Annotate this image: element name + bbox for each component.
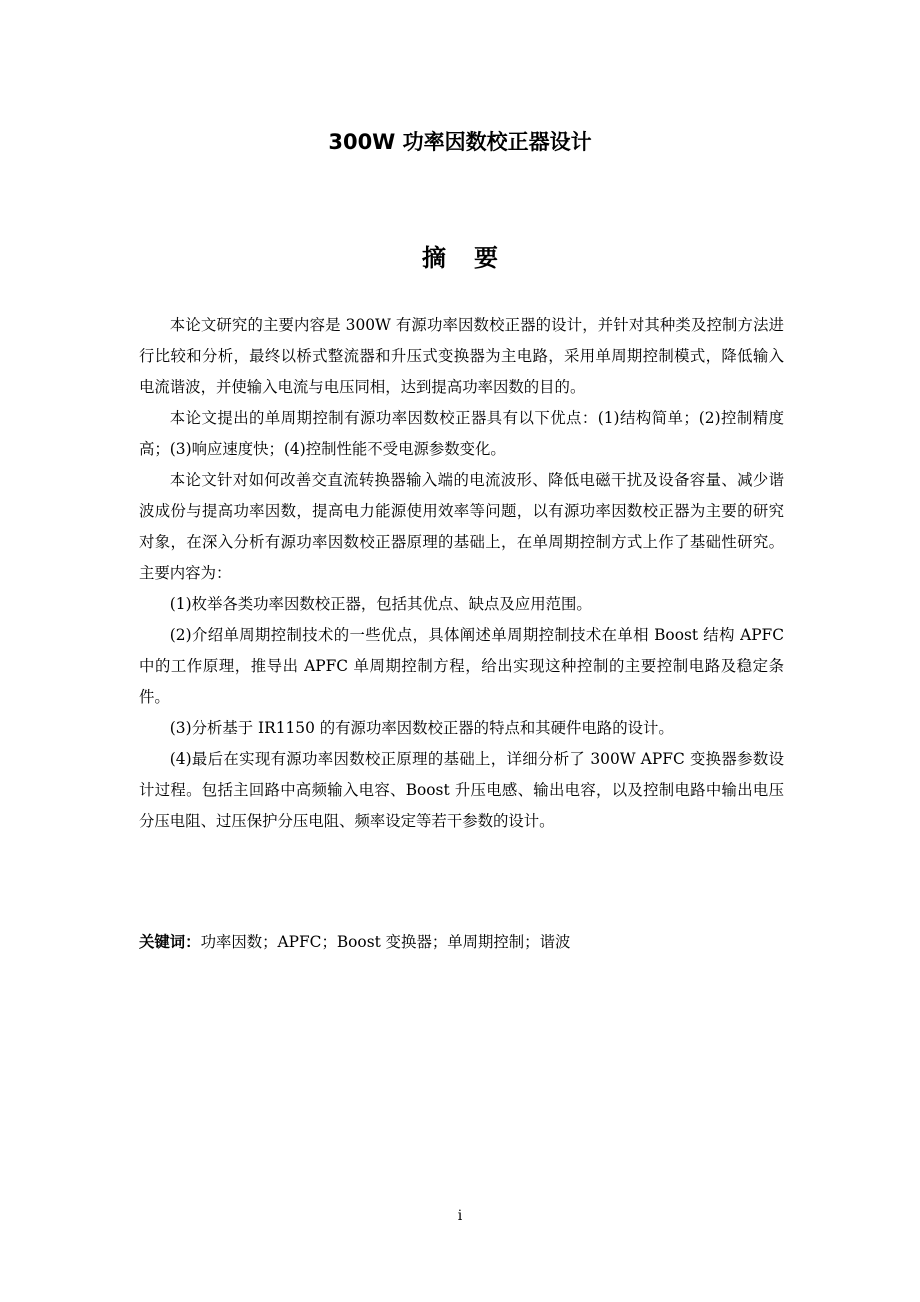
abstract-paragraph: (4)最后在实现有源功率因数校正原理的基础上，详细分析了 300W APFC 变换器参数设计过程。包括主回路中高频输入电容、Boost 升压电感、输出电容，以及控制电路中输出电压分压电阻、过压保护分压电阻、频率设定等若干参数的设计。	[139, 750, 784, 830]
keywords-label: 关键词：	[139, 933, 201, 951]
abstract-paragraph: (3)分析基于 IR1150 的有源功率因数校正器的特点和其硬件电路的设计。	[169, 719, 674, 737]
abstract-paragraph: 本论文研究的主要内容是 300W 有源功率因数校正器的设计，并针对其种类及控制方法进行比较和分析，最终以桥式整流器和升压式变换器为主电路，采用单周期控制模式，降低输入电流谐波，并使输入电流与电压同相，达到提高功率因数的目的。	[139, 316, 784, 396]
abstract-paragraph: 本论文提出的单周期控制有源功率因数校正器具有以下优点：(1)结构简单；(2)控制精度高；(3)响应速度快；(4)控制性能不受电源参数变化。	[139, 409, 784, 458]
abstract-body	[139, 310, 784, 837]
abstract-paragraph: 本论文针对如何改善交直流转换器输入端的电流波形、降低电磁干扰及设备容量、减少谐波成份与提高功率因数，提高电力能源使用效率等问题，以有源功率因数校正器为主要的研究对象，在深入分析有源功率因数校正器原理的基础上，在单周期控制方式上作了基础性研究。主要内容为：	[139, 471, 784, 582]
document-title: 300W 功率因数校正器设计	[328, 130, 592, 154]
page-number: i	[457, 1208, 463, 1224]
abstract-paragraph: (2)介绍单周期控制技术的一些优点，具体阐述单周期控制技术在单相 Boost 结构 APFC 中的工作原理，推导出 APFC 单周期控制方程，给出实现这种控制的主要控制电路及稳定条件。	[139, 626, 784, 706]
keywords-text: 功率因数；APFC；Boost 变换器；单周期控制；谐波	[200, 933, 571, 951]
abstract-heading: 摘要	[422, 244, 526, 272]
abstract-paragraph: (1)枚举各类功率因数校正器，包括其优点、缺点及应用范围。	[169, 595, 592, 613]
keywords-line	[139, 927, 784, 958]
